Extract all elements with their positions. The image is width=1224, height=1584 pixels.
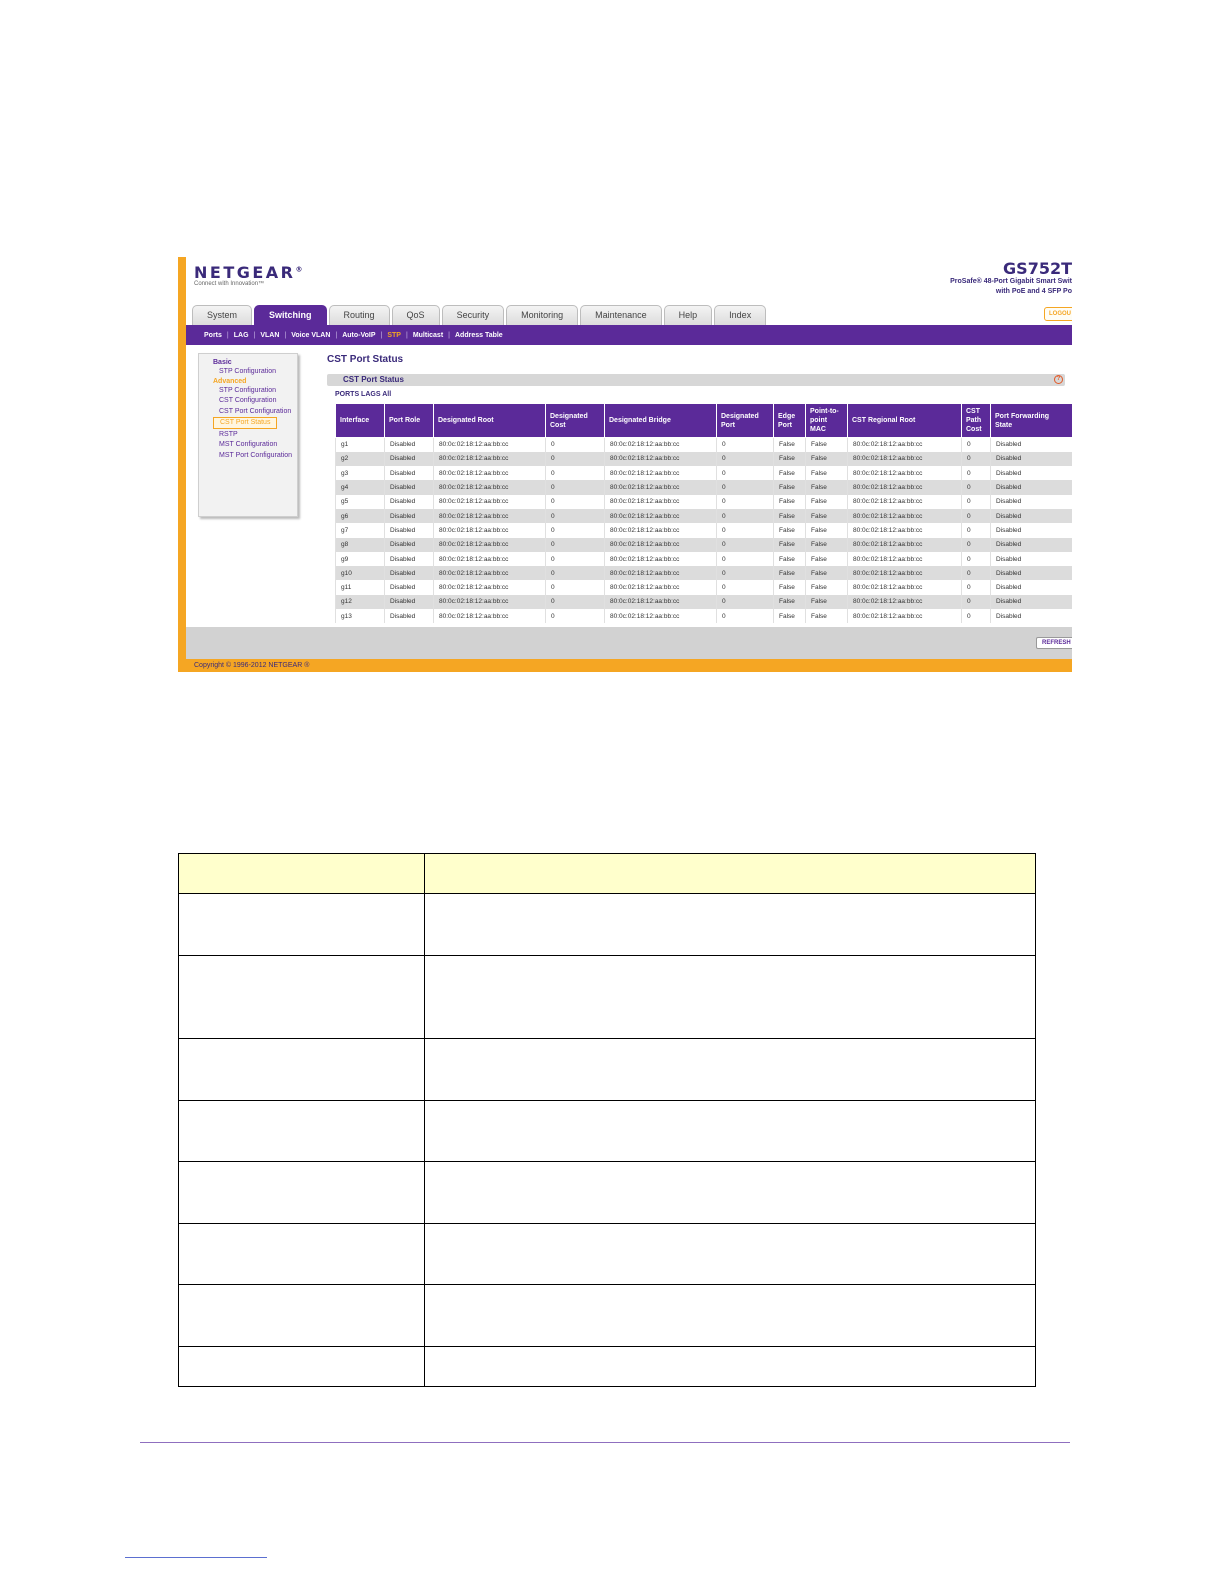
subnav-separator: |	[335, 331, 338, 339]
subnav-item-multicast[interactable]: Multicast	[412, 331, 444, 339]
table-cell: 80:0c:02:18:12:aa:bb:cc	[434, 480, 546, 494]
sub-navigation	[186, 325, 1072, 345]
table-cell: Disabled	[385, 466, 434, 480]
table-cell: 0	[717, 566, 774, 580]
table-cell: Disabled	[991, 552, 1073, 566]
table-cell: False	[774, 523, 806, 537]
footer-bar	[186, 627, 1072, 659]
doc-table-header-description	[425, 854, 1036, 894]
table-cell: 80:0c:02:18:12:aa:bb:cc	[434, 538, 546, 552]
doc-table-header-row	[179, 854, 1036, 894]
table-cell: 0	[717, 552, 774, 566]
table-cell: g13	[336, 609, 385, 623]
tab-help[interactable]: Help	[664, 305, 713, 325]
table-cell: False	[774, 566, 806, 580]
sidebar-group-advanced[interactable]: Advanced	[213, 377, 247, 385]
subnav-separator: |	[226, 331, 229, 339]
table-cell: 80:0c:02:18:12:aa:bb:cc	[848, 552, 962, 566]
table-row	[336, 580, 1073, 594]
table-cell: Disabled	[385, 609, 434, 623]
table-cell: g8	[336, 538, 385, 552]
table-cell: 80:0c:02:18:12:aa:bb:cc	[434, 609, 546, 623]
table-cell: g3	[336, 466, 385, 480]
table-cell: 80:0c:02:18:12:aa:bb:cc	[605, 438, 717, 452]
table-cell: g7	[336, 523, 385, 537]
table-cell: 80:0c:02:18:12:aa:bb:cc	[434, 523, 546, 537]
doc-table-row	[179, 894, 1036, 956]
table-cell: 0	[546, 438, 605, 452]
table-cell: False	[774, 509, 806, 523]
tab-system[interactable]: System	[192, 305, 252, 325]
table-cell: 80:0c:02:18:12:aa:bb:cc	[848, 480, 962, 494]
table-cell: 0	[546, 595, 605, 609]
table-cell: 0	[962, 580, 991, 594]
column-header: Designated Bridge	[605, 404, 717, 438]
table-cell: Disabled	[991, 595, 1073, 609]
table-cell: 80:0c:02:18:12:aa:bb:cc	[434, 452, 546, 466]
table-cell: g12	[336, 595, 385, 609]
table-cell: 0	[717, 595, 774, 609]
tagline: Connect with Innovation™	[194, 281, 265, 287]
subnav-item-voice-vlan[interactable]: Voice VLAN	[291, 331, 331, 339]
doc-description-cell	[425, 894, 1036, 956]
doc-field-cell	[179, 1101, 425, 1162]
table-cell: False	[774, 609, 806, 623]
table-cell: 0	[962, 452, 991, 466]
table-cell: 80:0c:02:18:12:aa:bb:cc	[605, 466, 717, 480]
sidebar-item[interactable]: CST Configuration	[219, 397, 277, 404]
table-cell: 80:0c:02:18:12:aa:bb:cc	[848, 466, 962, 480]
column-header: Designated Root	[434, 404, 546, 438]
model-name: GS752T	[1003, 259, 1072, 278]
table-cell: Disabled	[991, 566, 1073, 580]
sidebar-item[interactable]: STP Configuration	[219, 386, 277, 394]
doc-field-cell	[179, 956, 425, 1039]
table-cell: 80:0c:02:18:12:aa:bb:cc	[848, 609, 962, 623]
table-row	[336, 466, 1073, 480]
table-cell: 80:0c:02:18:12:aa:bb:cc	[605, 538, 717, 552]
table-cell: Disabled	[385, 523, 434, 537]
table-cell: 0	[962, 609, 991, 623]
table-cell: False	[806, 495, 848, 509]
column-header: Designated Cost	[546, 404, 605, 438]
main-tabs	[192, 305, 768, 325]
ui-screenshot	[178, 257, 1072, 672]
table-cell: g11	[336, 580, 385, 594]
table-cell: False	[774, 466, 806, 480]
table-cell: Disabled	[991, 480, 1073, 494]
table-cell: 0	[962, 480, 991, 494]
table-cell: 0	[717, 452, 774, 466]
tab-qos[interactable]: QoS	[392, 305, 440, 325]
table-cell: 0	[962, 466, 991, 480]
table-cell: 80:0c:02:18:12:aa:bb:cc	[434, 552, 546, 566]
table-row	[336, 609, 1073, 623]
table-cell: False	[774, 580, 806, 594]
table-cell: 80:0c:02:18:12:aa:bb:cc	[848, 452, 962, 466]
table-cell: 80:0c:02:18:12:aa:bb:cc	[848, 523, 962, 537]
table-cell: g4	[336, 480, 385, 494]
subnav-separator: |	[284, 331, 287, 339]
table-cell: False	[806, 480, 848, 494]
doc-description-cell	[425, 1347, 1036, 1387]
subnav-item-lag[interactable]: LAG	[233, 331, 249, 339]
table-cell: 0	[717, 495, 774, 509]
table-cell: False	[806, 552, 848, 566]
subnav-separator: |	[380, 331, 383, 339]
table-cell: 80:0c:02:18:12:aa:bb:cc	[434, 466, 546, 480]
table-cell: g2	[336, 452, 385, 466]
table-cell: 80:0c:02:18:12:aa:bb:cc	[434, 595, 546, 609]
column-header: Edge Port	[774, 404, 806, 438]
table-cell: g1	[336, 438, 385, 452]
table-cell: 80:0c:02:18:12:aa:bb:cc	[605, 580, 717, 594]
doc-table-row	[179, 956, 1036, 1039]
table-cell: Disabled	[385, 438, 434, 452]
table-cell: 80:0c:02:18:12:aa:bb:cc	[434, 495, 546, 509]
table-cell: Disabled	[991, 452, 1073, 466]
field-description-table	[178, 853, 1036, 1387]
tab-routing[interactable]: Routing	[329, 305, 390, 325]
tab-switching[interactable]: Switching	[254, 305, 327, 325]
table-cell: g6	[336, 509, 385, 523]
table-cell: g10	[336, 566, 385, 580]
subnav-item-ports[interactable]: Ports	[204, 331, 222, 339]
table-cell: Disabled	[385, 580, 434, 594]
table-cell: False	[806, 509, 848, 523]
sidebar-item[interactable]: RSTP	[219, 430, 238, 438]
doc-field-cell	[179, 1285, 425, 1347]
table-cell: 80:0c:02:18:12:aa:bb:cc	[605, 552, 717, 566]
table-cell: 0	[717, 538, 774, 552]
table-cell: 80:0c:02:18:12:aa:bb:cc	[605, 480, 717, 494]
doc-description-cell	[425, 1162, 1036, 1224]
subnav-item-stp[interactable]: STP	[387, 331, 401, 339]
table-cell: 80:0c:02:18:12:aa:bb:cc	[605, 523, 717, 537]
table-cell: 80:0c:02:18:12:aa:bb:cc	[848, 580, 962, 594]
logout-button[interactable]: LOGOU	[1044, 307, 1072, 321]
table-cell: 0	[546, 523, 605, 537]
cst-port-status-table	[335, 403, 1072, 623]
table-cell: Disabled	[385, 509, 434, 523]
table-cell: False	[806, 466, 848, 480]
table-cell: Disabled	[385, 538, 434, 552]
table-cell: 0	[546, 552, 605, 566]
table-cell: 0	[962, 438, 991, 452]
doc-description-cell	[425, 1039, 1036, 1101]
column-header: Designated Port	[717, 404, 774, 438]
table-cell: 0	[546, 495, 605, 509]
panel-header	[327, 374, 1065, 386]
table-cell: False	[806, 580, 848, 594]
table-cell: 80:0c:02:18:12:aa:bb:cc	[848, 538, 962, 552]
panel-title: CST Port Status	[343, 375, 404, 384]
doc-table-row	[179, 1162, 1036, 1224]
table-cell: 0	[962, 595, 991, 609]
table-cell: 80:0c:02:18:12:aa:bb:cc	[848, 595, 962, 609]
subnav-separator: |	[405, 331, 408, 339]
sidebar-item[interactable]: CST Port Configuration	[219, 407, 292, 415]
content-area	[186, 345, 1072, 627]
table-cell: 80:0c:02:18:12:aa:bb:cc	[605, 566, 717, 580]
table-cell: 0	[546, 580, 605, 594]
table-cell: 0	[546, 609, 605, 623]
table-row	[336, 480, 1073, 494]
refresh-button[interactable]: REFRESH	[1036, 637, 1072, 649]
table-cell: 0	[962, 566, 991, 580]
footer-divider	[140, 1442, 1070, 1443]
doc-table-row	[179, 1285, 1036, 1347]
table-row	[336, 552, 1073, 566]
sidebar-item[interactable]: STP Configuration	[219, 368, 277, 375]
table-cell: False	[774, 452, 806, 466]
tab-monitoring[interactable]: Monitoring	[506, 305, 578, 325]
table-cell: 0	[546, 566, 605, 580]
table-cell: 0	[546, 480, 605, 494]
sidebar-group-basic[interactable]: Basic	[213, 359, 232, 366]
table-cell: Disabled	[991, 523, 1073, 537]
doc-table-header-field	[179, 854, 425, 894]
table-cell: False	[806, 538, 848, 552]
column-header: Port Role	[385, 404, 434, 438]
doc-field-cell	[179, 1347, 425, 1387]
tab-index[interactable]: Index	[714, 305, 766, 325]
table-header-row	[336, 404, 1073, 438]
table-cell: 80:0c:02:18:12:aa:bb:cc	[848, 566, 962, 580]
table-cell: False	[806, 595, 848, 609]
table-cell: False	[806, 523, 848, 537]
table-cell: 0	[717, 509, 774, 523]
table-cell: 0	[717, 466, 774, 480]
table-cell: 0	[717, 480, 774, 494]
table-cell: Disabled	[991, 495, 1073, 509]
table-cell: Disabled	[385, 552, 434, 566]
table-cell: 80:0c:02:18:12:aa:bb:cc	[434, 580, 546, 594]
sidebar	[198, 353, 298, 517]
table-cell: Disabled	[991, 580, 1073, 594]
table-row	[336, 566, 1073, 580]
table-cell: Disabled	[385, 495, 434, 509]
column-header: CST Path Cost	[962, 404, 991, 438]
table-cell: False	[806, 609, 848, 623]
column-header: Point-to-point MAC	[806, 404, 848, 438]
table-cell: 80:0c:02:18:12:aa:bb:cc	[848, 438, 962, 452]
sidebar-item[interactable]: MST Port Configuration	[219, 451, 293, 459]
doc-description-cell	[425, 1101, 1036, 1162]
doc-description-cell	[425, 956, 1036, 1039]
tab-security[interactable]: Security	[442, 305, 505, 325]
help-icon[interactable]: ?	[1054, 375, 1063, 384]
column-header: Port Forwarding State	[991, 404, 1073, 438]
sidebar-item[interactable]: CST Port Status	[213, 417, 277, 429]
table-row	[336, 438, 1073, 452]
model-description: ProSafe® 48-Port Gigabit Smart Swit with PoE and 4 SFP Po	[950, 278, 1072, 295]
subnav-separator: |	[448, 331, 450, 339]
table-cell: Disabled	[385, 480, 434, 494]
doc-table-row	[179, 1101, 1036, 1162]
column-header: Interface	[336, 404, 385, 438]
table-cell: False	[774, 552, 806, 566]
table-row	[336, 495, 1073, 509]
table-cell: False	[774, 595, 806, 609]
table-cell: g5	[336, 495, 385, 509]
table-cell: Disabled	[991, 466, 1073, 480]
table-cell: 0	[546, 538, 605, 552]
table-cell: False	[806, 438, 848, 452]
table-cell: 80:0c:02:18:12:aa:bb:cc	[605, 495, 717, 509]
table-cell: 0	[962, 495, 991, 509]
table-cell: 80:0c:02:18:12:aa:bb:cc	[605, 609, 717, 623]
table-cell: 0	[546, 509, 605, 523]
subnav-item-vlan[interactable]: VLAN	[260, 331, 280, 339]
table-cell: Disabled	[991, 609, 1073, 623]
table-row	[336, 595, 1073, 609]
doc-field-cell	[179, 1162, 425, 1224]
brand-bar	[186, 257, 1072, 305]
table-cell: 0	[546, 452, 605, 466]
ports-lags-filter[interactable]: PORTS LAGS All	[335, 391, 392, 398]
table-cell: 80:0c:02:18:12:aa:bb:cc	[434, 438, 546, 452]
table-cell: 0	[962, 509, 991, 523]
table-cell: 0	[546, 466, 605, 480]
table-cell: Disabled	[991, 509, 1073, 523]
table-cell: 0	[717, 438, 774, 452]
doc-description-cell	[425, 1224, 1036, 1285]
table-cell: 80:0c:02:18:12:aa:bb:cc	[605, 452, 717, 466]
table-cell: Disabled	[385, 595, 434, 609]
table-cell: 80:0c:02:18:12:aa:bb:cc	[848, 509, 962, 523]
doc-table-row	[179, 1039, 1036, 1101]
table-row	[336, 509, 1073, 523]
table-cell: 0	[962, 538, 991, 552]
doc-table-row	[179, 1224, 1036, 1285]
doc-field-cell	[179, 1039, 425, 1101]
table-cell: False	[774, 438, 806, 452]
footer-link-underline[interactable]	[125, 1557, 267, 1558]
subnav-item-auto-voip[interactable]: Auto-VoIP	[342, 331, 376, 339]
table-row	[336, 452, 1073, 466]
table-cell: g9	[336, 552, 385, 566]
table-cell: Disabled	[385, 452, 434, 466]
table-row	[336, 523, 1073, 537]
subnav-item-address-table[interactable]: Address Table	[454, 331, 503, 339]
table-cell: 0	[717, 580, 774, 594]
table-cell: False	[806, 452, 848, 466]
table-cell: Disabled	[991, 538, 1073, 552]
doc-table-row	[179, 1347, 1036, 1387]
table-cell: 80:0c:02:18:12:aa:bb:cc	[605, 509, 717, 523]
table-cell: 0	[962, 523, 991, 537]
table-cell: Disabled	[385, 566, 434, 580]
tab-maintenance[interactable]: Maintenance	[580, 305, 662, 325]
table-cell: 80:0c:02:18:12:aa:bb:cc	[605, 595, 717, 609]
table-cell: False	[806, 566, 848, 580]
doc-field-cell	[179, 1224, 425, 1285]
column-header: CST Regional Root	[848, 404, 962, 438]
table-cell: 0	[717, 523, 774, 537]
table-cell: Disabled	[991, 438, 1073, 452]
table-cell: False	[774, 495, 806, 509]
table-cell: 0	[962, 552, 991, 566]
table-cell: False	[774, 538, 806, 552]
table-cell: 80:0c:02:18:12:aa:bb:cc	[434, 566, 546, 580]
doc-description-cell	[425, 1285, 1036, 1347]
table-row	[336, 538, 1073, 552]
sidebar-item[interactable]: MST Configuration	[219, 441, 278, 448]
table-cell: False	[774, 480, 806, 494]
page-title: CST Port Status	[327, 354, 404, 365]
netgear-logo: NETGEAR®	[194, 263, 305, 282]
table-cell: 80:0c:02:18:12:aa:bb:cc	[848, 495, 962, 509]
copyright: Copyright © 1996-2012 NETGEAR ®	[186, 659, 1072, 672]
subnav-separator: |	[253, 331, 256, 339]
table-cell: 80:0c:02:18:12:aa:bb:cc	[434, 509, 546, 523]
doc-field-cell	[179, 894, 425, 956]
table-cell: 0	[717, 609, 774, 623]
